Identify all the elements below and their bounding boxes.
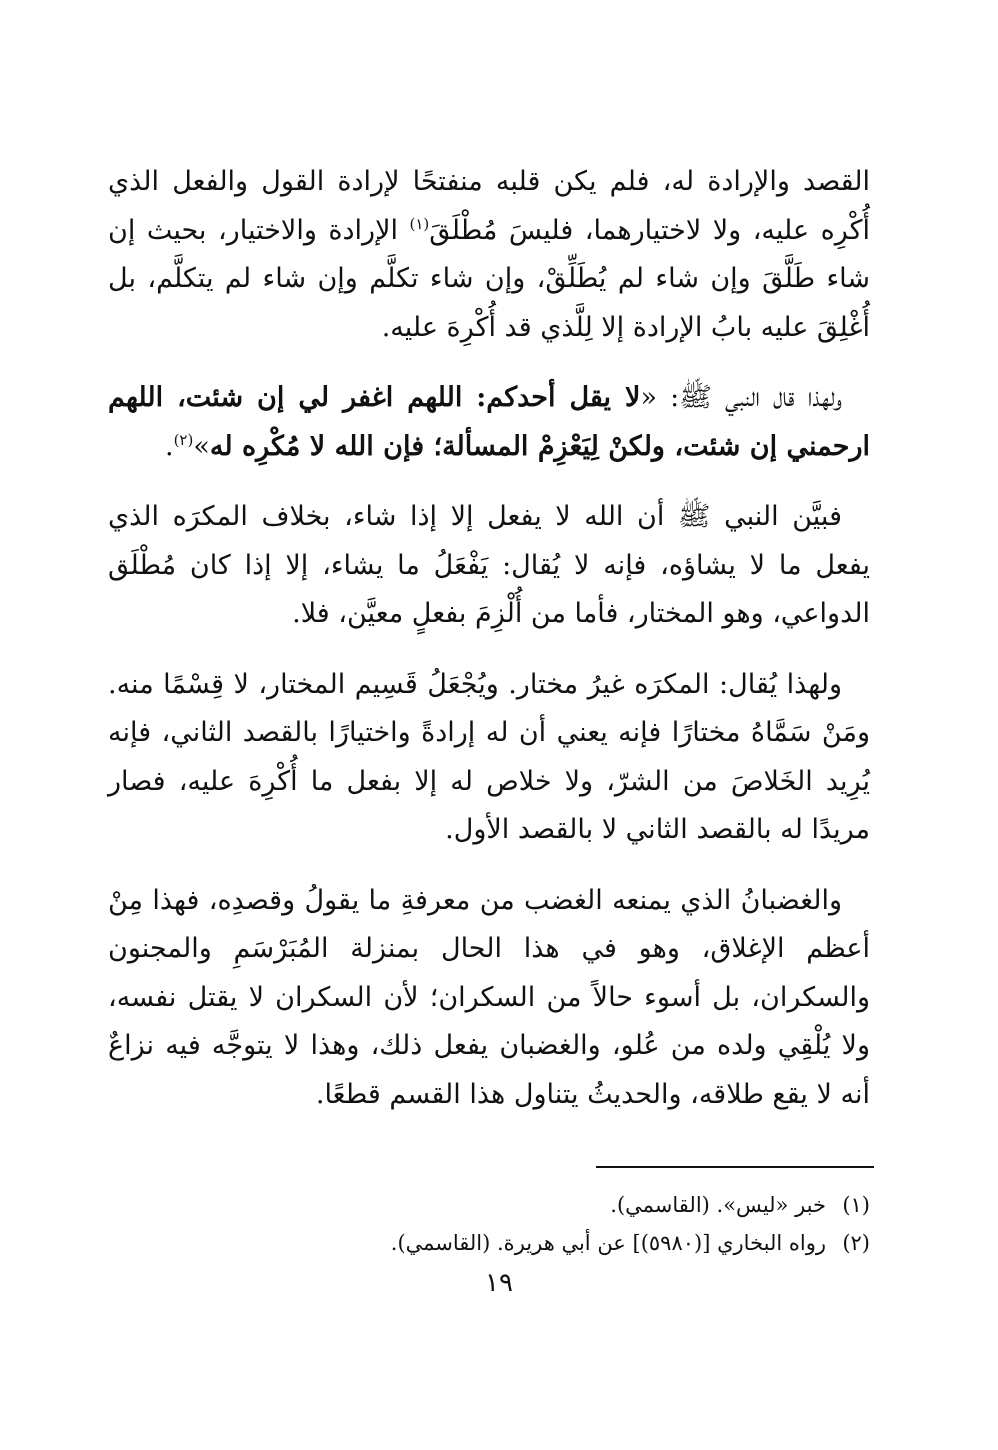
paragraph-3-text: فبيَّن النبي ﷺ أن الله لا يفعل إلا إذا شاء، بخلاف المكرَه الذي يفعل ما لا يشاؤه، فإنه لا يُقال: يَفْعَلُ ما يشاء، إلا إذا كان مُطْلَق الدواعي، وهو المختار، فأما من أُلْزِمَ بفعلٍ معيَّن، فلا. — [108, 501, 870, 629]
paragraph-4-text: ولهذا يُقال: المكرَه غيرُ مختار. ويُجْعَلُ قَسِيم المختار، لا قِسْمًا منه. ومَنْ سَمَّاهُ مختارًا فإنه يعني أن له إرادةً واختيارًا بالقصد الثاني، فإنه يُرِيد الخَلاصَ من الشرّ، ولا خلاص له إلا بفعل ما أُكْرِهَ عليه، فصار مريدًا له بالقصد الثاني لا بالقصد الأول. — [108, 668, 870, 845]
main-text — [108, 158, 870, 1141]
paragraph-3 — [108, 493, 870, 639]
footnotes — [108, 1186, 870, 1262]
paragraph-5-text: والغضبانُ الذي يمنعه الغضب من معرفةِ ما يقولُ وقصدِه، فهذا مِنْ أعظم الإغلاق، وهو في هذا الحال بمنزلة المُبَرْسَمِ والمجنون والسكران، بل أسوء حالاً من السكران؛ لأن السكران لا يقتل نفسه، ولا يُلْقِي ولده من عُلو، والغضبان يفعل ذلك، وهذا لا يتوجَّه فيه نزاعٌ أنه لا يقع طلاقه، والحديثُ يتناول هذا القسم قطعًا. — [108, 884, 870, 1110]
footnote-text: رواه البخاري [(٥٩٨٠)] عن أبي هريرة. (القاسمي). — [390, 1231, 826, 1255]
footnote-1 — [108, 1186, 870, 1224]
paragraph-1-text-a: القصد والإرادة له، فلم يكن قلبه منفتحًا لإرادة القول والفعل الذي أُكْرِه عليه، ولا لاختيارهما، فليسَ مُطْلَقَ — [108, 166, 870, 246]
footnote-2 — [108, 1224, 870, 1262]
footnote-ref-1: (١) — [409, 214, 430, 233]
paragraph-2 — [108, 374, 870, 471]
paragraph-5 — [108, 877, 870, 1120]
footnote-ref-2: (٢) — [173, 430, 194, 449]
footnote-number: (٢) — [842, 1231, 870, 1255]
footnote-divider — [596, 1166, 874, 1168]
footnote-text: خبر «ليس». (القاسمي). — [610, 1193, 826, 1217]
footnote-number: (١) — [842, 1193, 870, 1217]
paragraph-1 — [108, 158, 870, 352]
quote-close: » — [193, 430, 210, 462]
hadith-quote: لا يقل أحدكم: اللهم اغفر لي إن شئت، اللهم ارحمني إن شئت، ولكنْ لِيَعْزِمْ المسألة؛ فإن الله لا مُكْرِه له — [108, 382, 870, 462]
paragraph-4 — [108, 661, 870, 855]
paragraph-2-intro: ولهذا قال النبي ﷺ: « — [640, 382, 842, 413]
page-number: ١٩ — [485, 1268, 513, 1298]
paragraph-1-text-b: الإرادة والاختيار، بحيث إن شاء طَلَّقَ وإن شاء لم يُطَلِّقْ، وإن شاء تكلَّم وإن شاء لم يتكلَّم، بل أُغْلِقَ عليه بابُ الإرادة إلا لِلَّذي قد أُكْرِهَ عليه. — [108, 214, 870, 343]
paragraph-2-end: . — [164, 430, 174, 462]
